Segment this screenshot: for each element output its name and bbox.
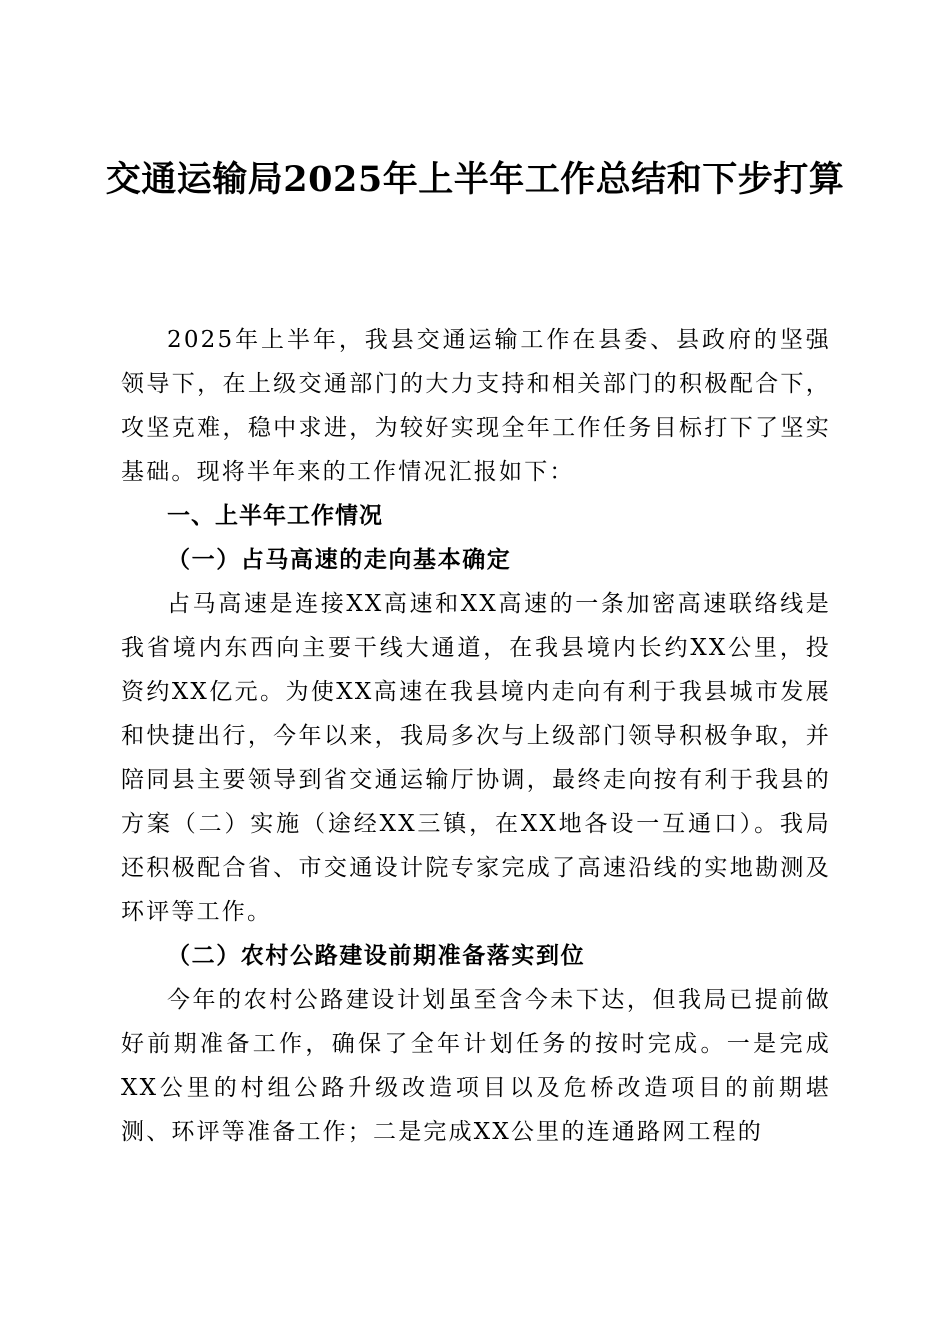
document-title: 交通运输局2025年上半年工作总结和下步打算	[105, 159, 845, 200]
document-body	[121, 318, 831, 1154]
subsection-1-paragraph: 占马高速是连接XX高速和XX高速的一条加密高速联络线是我省境内东西向主要干线大通道，在我县境内长约XX公里，投资约XX亿元。为使XX高速在我县境内走向有利于我县城市发展和快捷出行，今年以来，我局多次与上级部门领导积极争取，并陪同县主要领导到省交通运输厅协调，最终走向按有利于我县的方案（二）实施（途经XX三镇，在XX地各设一互通口）。我局还积极配合省、市交通设计院专家完成了高速沿线的实地勘测及环评等工作。	[121, 591, 831, 925]
subsection-2-paragraph: 今年的农村公路建设计划虽至含今未下达，但我局已提前做好前期准备工作，确保了全年计划任务的按时完成。一是完成XX公里的村组公路升级改造项目以及危桥改造项目的前期堪测、环评等准备工作；二是完成XX公里的连通路网工程的	[121, 987, 831, 1145]
intro-paragraph: 2025年上半年，我县交通运输工作在县委、县政府的坚强领导下，在上级交通部门的大力支持和相关部门的积极配合下，攻坚克难，稳中求进，为较好实现全年工作任务目标打下了坚实基础。现将半年来的工作情况汇报如下：	[121, 327, 831, 485]
section-heading-1: 一、上半年工作情况	[167, 503, 383, 529]
subsection-heading-1: （一）占马高速的走向基本确定	[167, 546, 512, 573]
subsection-heading-2: （二）农村公路建设前期准备落实到位	[167, 942, 586, 969]
